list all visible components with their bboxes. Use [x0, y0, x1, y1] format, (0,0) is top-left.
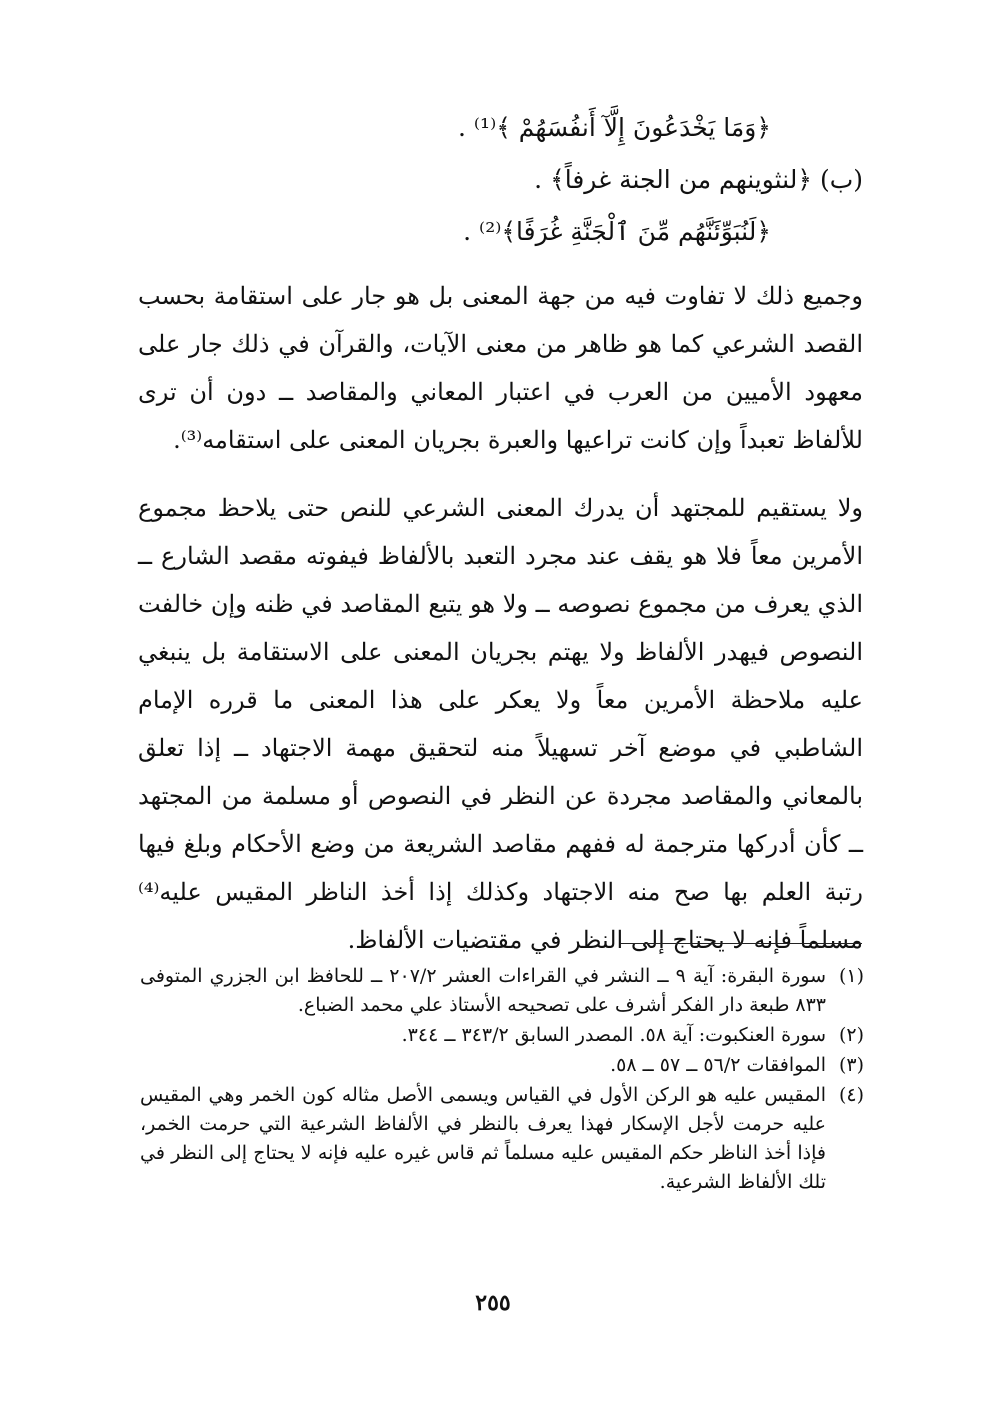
footnote-text: الموافقات ٥٦/٢ ــ ٥٧ ــ ٥٨.	[610, 1054, 826, 1076]
verse-line-2	[138, 154, 863, 206]
footnote-text: المقيس عليه هو الركن الأول في القياس ويسمى الأصل مثاله كون الخمر وهي المقيس عليه حرمت لأجل الإسكار فهذا يعرف بالنظر في الألفاظ الشرعية التي حرمت الخمر، فإذا أخذ الناظر حكم المقيس عليه مسلماً ثم قاس غيره عليه فإنه لا يحتاج إلى النظر في تلك الألفاظ الشرعية.	[140, 1084, 826, 1193]
verse-text: ﴿لنثوينهم من الجنة غرفاً﴾ .	[534, 165, 812, 194]
verse-label: (ب)	[819, 165, 863, 194]
verse-text: ﴿وَمَا يَخْدَعُونَ إِلَّآ أَنفُسَهُمْ ﴾⁽¹⁾ .	[457, 113, 771, 142]
footnotes	[140, 962, 864, 1198]
paragraph: وجميع ذلك لا تفاوت فيه من جهة المعنى بل هو جار على استقامة بحسب القصد الشرعي كما هو ظاهر من معنى الآيات، والقرآن في ذلك جار على معهود الأميين من العرب في اعتبار المعاني والمقاصد ــ دون أن ترى للألفاظ تعبداً وإن كانت تراعيها والعبرة بجريان المعنى على استقامه⁽³⁾.	[138, 282, 863, 454]
footnote	[140, 1051, 864, 1080]
footnote-separator	[620, 943, 862, 944]
page-number: ٢٥٥	[475, 1290, 511, 1316]
footnote	[140, 1081, 864, 1197]
verse-text: ﴿لَنُبَوِّئَنَّهُم مِّنَ ٱلْجَنَّةِ غُرَفًا﴾⁽²⁾ .	[463, 217, 771, 246]
paragraph: ولا يستقيم للمجتهد أن يدرك المعنى الشرعي للنص حتى يلاحظ مجموع الأمرين معاً فلا هو يقف عند مجرد التعبد بالألفاظ فيفوته مقصد الشارع ــ الذي يعرف من مجموع نصوصه ــ ولا هو يتبع المقاصد في ظنه وإن خالفت النصوص فيهدر الألفاظ ولا يهتم بجريان المعنى على الاستقامة بل ينبغي عليه ملاحظة الأمرين معاً ولا يعكر على هذا المعنى ما قرره الإمام الشاطبي في موضع آخر تسهيلاً منه لتحقيق مهمة الاجتهاد ــ إذا تعلق بالمعاني والمقاصد مجردة عن النظر في النصوص أو مسلمة من المجتهد ــ كأن أدركها مترجمة له ففهم مقاصد الشريعة من وضع الأحكام وبلغ فيها رتبة العلم بها صح منه الاجتهاد وكذلك إذا أخذ الناظر المقيس عليه⁽⁴⁾ مسلماً فإنه لا يحتاج إلى النظر في مقتضيات الألفاظ.	[138, 494, 864, 954]
footnote-number: (٢)	[838, 1024, 864, 1046]
footnote-number: (٤)	[838, 1084, 864, 1106]
main-text	[138, 102, 863, 964]
footnote-text: سورة العنكبوت: آية ٥٨. المصدر السابق ٣٤٣/٢ ــ ٣٤٤.	[401, 1024, 826, 1046]
footnote-number: (٣)	[838, 1054, 864, 1076]
footnote-number: (١)	[838, 965, 864, 987]
footnote	[140, 1021, 864, 1050]
verse-line-1	[138, 102, 863, 154]
footnote-text: سورة البقرة: آية ٩ ــ النشر في القراءات العشر ٢٠٧/٢ ــ للحافظ ابن الجزري المتوفى ٨٣٣ طبعة دار الفكر أشرف على تصحيحه الأستاذ علي محمد الضباع.	[140, 965, 827, 1016]
footnote	[140, 962, 864, 1020]
verse-line-3	[138, 206, 863, 258]
